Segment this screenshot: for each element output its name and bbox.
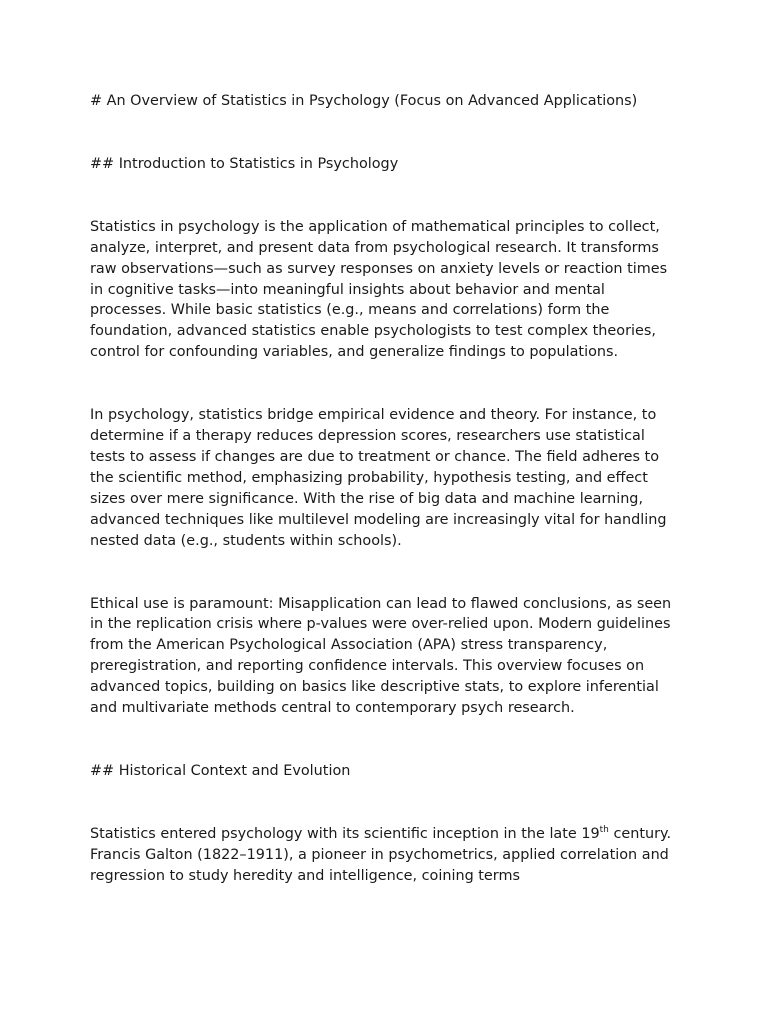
paragraph-history-text-a: Statistics entered psychology with its scientific inception in the late 19 [90,825,600,842]
section-heading-history: ## Historical Context and Evolution [90,762,351,779]
paragraph-history-1 [90,824,680,887]
document-page [90,91,680,929]
section-heading-introduction: ## Introduction to Statistics in Psychology [90,155,399,172]
paragraph-intro-2: In psychology, statistics bridge empirical evidence and theory. For instance, to determine if a therapy reduces depression scores, researchers use statistical tests to assess if changes are due to treatment or chance. The field adheres to the scientific method, emphasizing probability, hypothesis testing, and effect sizes over mere significance. With the rise of big data and machine learning, advanced techniques like multilevel modeling are increasingly vital for handling nested data (e.g., students within schools). [90,407,667,549]
paragraph-intro-3: Ethical use is paramount: Misapplication can lead to flawed conclusions, as seen in the replication crisis where p-values were over-relied upon. Modern guidelines from the American Psychological Association (APA) stress transparency, preregistration, and reporting confidence intervals. This overview focuses on advanced topics, building on basics like descriptive stats, to explore inferential and multivariate methods central to contemporary psych research. [90,595,672,717]
paragraph-history-text-b: century. Francis Galton (1822–1911), a pioneer in psychometrics, applied correlation and regression to study heredity and intelligence, coining terms [90,825,672,884]
paragraph-intro-1: Statistics in psychology is the application of mathematical principles to collect, analyze, interpret, and present data from psychological research. It transforms raw observations—such as survey responses on anxiety levels or reaction times in cognitive tasks—into meaningful insights about behavior and mental processes. While basic statistics (e.g., means and correlations) form the foundation, advanced statistics enable psychologists to test complex theories, control for confounding variables, and generalize findings to populations. [90,218,668,361]
document-title: # An Overview of Statistics in Psychology (Focus on Advanced Applications) [90,93,638,109]
ordinal-superscript: th [599,825,609,836]
